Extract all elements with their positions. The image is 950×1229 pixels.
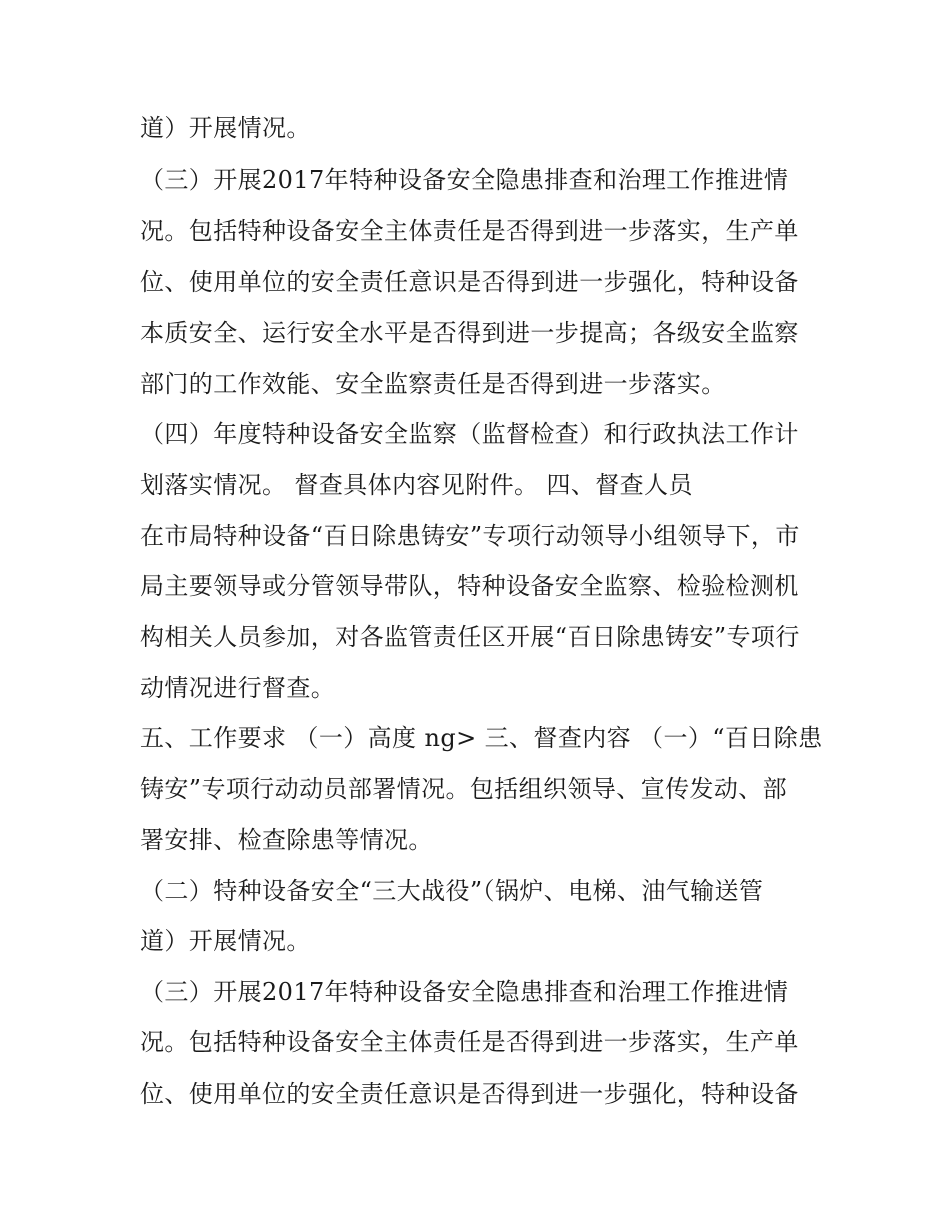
text-line: （三）开展2017年特种设备安全隐患排查和治理工作推进情	[140, 166, 789, 194]
text-line: 铸安”专项行动动员部署情况。包括组织领导、宣传发动、部	[140, 775, 788, 803]
text-line: 况。包括特种设备安全主体责任是否得到进一步落实，生产单	[140, 217, 799, 245]
text-line: 动情况进行督查。	[140, 674, 336, 702]
text-line: 五、工作要求 （一）高度 ng> 三、督查内容 （一）“百日除患	[140, 724, 823, 752]
text-line: 道）开展情况。	[140, 114, 311, 142]
text-line: 在市局特种设备“百日除患铸安”专项行动领导小组领导下，市	[140, 522, 800, 550]
text-line: 本质安全、运行安全水平是否得到进一步提高；各级安全监察	[140, 319, 799, 347]
text-line: 划落实情况。 督查具体内容见附件。 四、督查人员	[140, 471, 693, 499]
text-line: 况。包括特种设备安全主体责任是否得到进一步落实，生产单	[140, 1028, 799, 1056]
text-line: （四）年度特种设备安全监察（监督检查）和行政执法工作计	[140, 420, 799, 448]
text-line: （二）特种设备安全“三大战役”（锅炉、电梯、油气输送管	[140, 877, 764, 905]
text-line: 道）开展情况。	[140, 927, 311, 955]
text-line: 位、使用单位的安全责任意识是否得到进一步强化，特种设备	[140, 1080, 799, 1108]
text-line: 构相关人员参加，对各监管责任区开展“百日除患铸安”专项行	[140, 623, 800, 651]
text-line: （三）开展2017年特种设备安全隐患排查和治理工作推进情	[140, 978, 789, 1006]
text-line: 局主要领导或分管领导带队，特种设备安全监察、检验检测机	[140, 572, 799, 600]
text-line: 部门的工作效能、安全监察责任是否得到进一步落实。	[140, 370, 726, 398]
text-line: 署安排、检查除患等情况。	[140, 826, 433, 854]
text-line: 位、使用单位的安全责任意识是否得到进一步强化，特种设备	[140, 268, 799, 296]
